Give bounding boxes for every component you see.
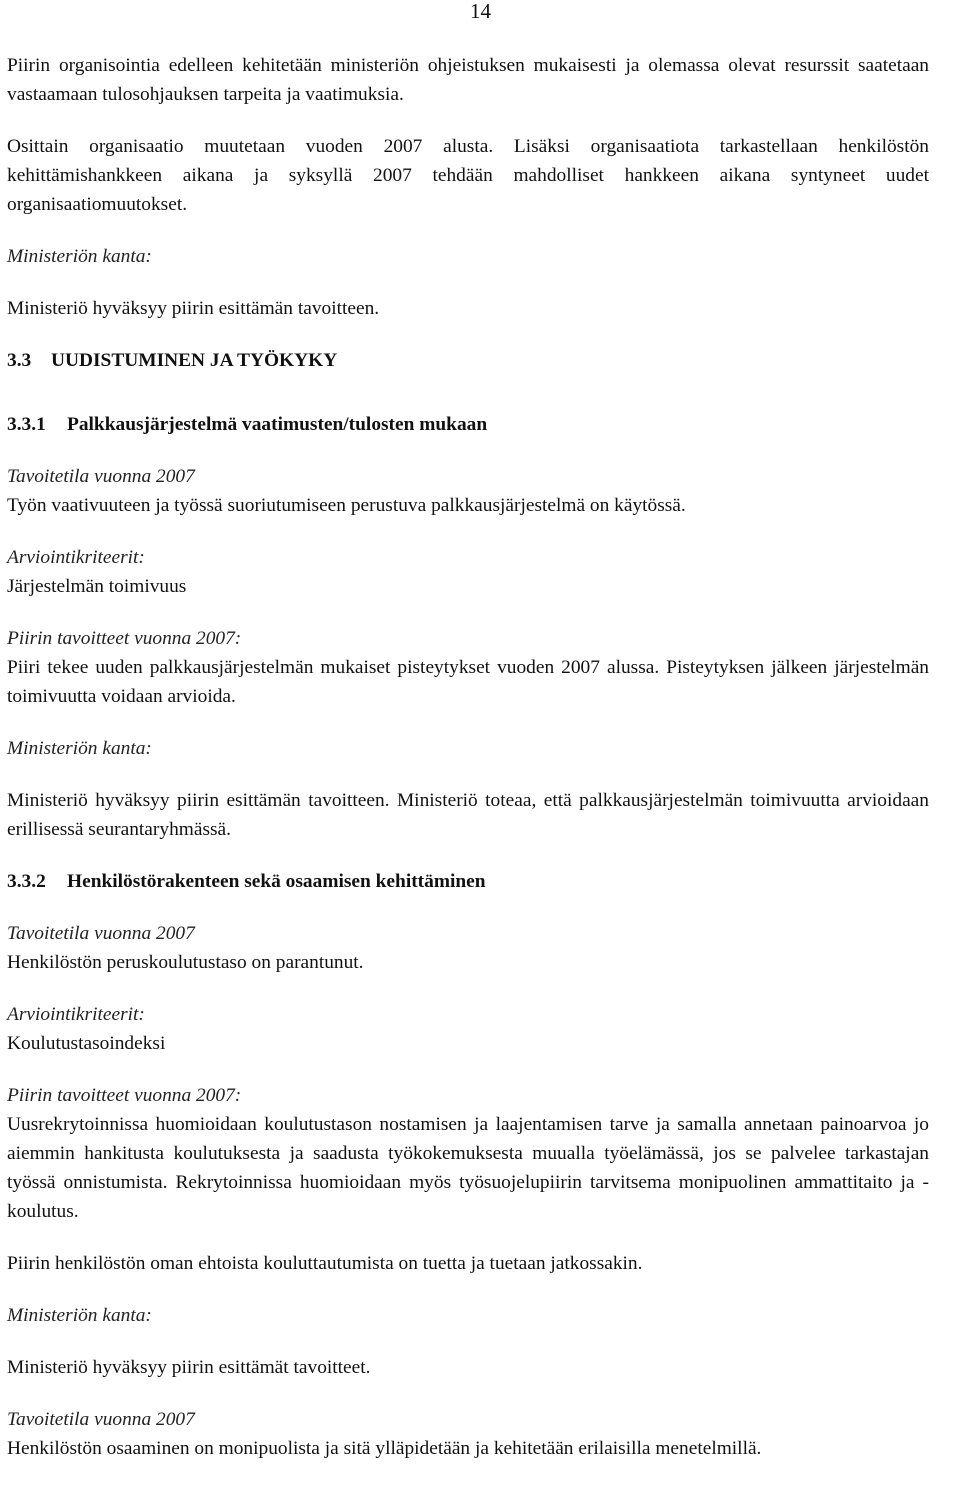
- target-label: Tavoitetila vuonna 2007: [7, 1409, 195, 1430]
- page-number: 14: [470, 0, 491, 23]
- ministry-position-label: Ministeriön kanta:: [7, 1305, 152, 1326]
- subsection-heading-3-3-1: [7, 410, 929, 439]
- goals-text-continued: Piirin henkilöstön oman ehtoista kouluttautumista on tuetta ja tuetaan jatkossakin.: [7, 1253, 643, 1274]
- goals-label: Piirin tavoitteet vuonna 2007:: [7, 1085, 242, 1106]
- subsection-number: 3.3.1: [7, 414, 46, 435]
- ministry-position-label: Ministeriön kanta:: [7, 246, 152, 267]
- criteria-text: Koulutustasoindeksi: [7, 1033, 166, 1054]
- ministry-position-label: Ministeriön kanta:: [7, 738, 152, 759]
- ministry-position-text: Ministeriö hyväksyy piirin esittämän tavoitteen.: [7, 298, 380, 319]
- goals-text: Uusrekrytoinnissa huomioidaan koulutustason nostamisen ja laajentamisen tarve ja samalla annetaan painoarvoa jo aiemmin hankitusta koulutuksesta ja saadusta työkokemuksesta muualla työelämässä, jos se palvelee tarkastajan työssä onnistumista. Rekrytoinnissa huomioidaan myös työsuojelupiirin tarvitsema monipuolinen ammattitaito ja -koulutus.: [7, 1114, 929, 1222]
- criteria-text: Järjestelmän toimivuus: [7, 576, 187, 597]
- target-text: Työn vaativuuteen ja työssä suoriutumiseen perustuva palkkausjärjestelmä on käytössä.: [7, 495, 686, 516]
- subsection-heading-3-3-2: [7, 867, 929, 896]
- goals-label: Piirin tavoitteet vuonna 2007:: [7, 628, 242, 649]
- target-label: Tavoitetila vuonna 2007: [7, 466, 195, 487]
- section-number: 3.3: [7, 350, 32, 371]
- section-heading-3-3: [7, 346, 929, 375]
- target-label: Tavoitetila vuonna 2007: [7, 923, 195, 944]
- paragraph-organisation: Piirin organisointia edelleen kehitetään ministeriön ohjeistuksen mukaisesti ja olemassa olevat resurssit saatetaan vastaamaan tulosohjauksen tarpeita ja vaatimuksia.: [7, 55, 929, 105]
- paragraph-organisation-change: Osittain organisaatio muutetaan vuoden 2007 alusta. Lisäksi organisaatiota tarkastellaan henkilöstön kehittämishankkeen aikana ja syksyllä 2007 tehdään mahdolliset hankkeen aikana syntyneet uudet organisaatiomuutokset.: [7, 136, 929, 215]
- ministry-position-text: Ministeriö hyväksyy piirin esittämän tavoitteen. Ministeriö toteaa, että palkkausjärjestelmän toimivuutta arvioidaan erillisessä seurantaryhmässä.: [7, 790, 929, 840]
- criteria-label: Arviointikriteerit:: [7, 1004, 145, 1025]
- target-text: Henkilöstön osaaminen on monipuolista ja sitä ylläpidetään ja kehitetään erilaisilla menetelmillä.: [7, 1438, 762, 1459]
- document-body: [7, 51, 929, 1463]
- subsection-number: 3.3.2: [7, 871, 46, 892]
- ministry-position-text: Ministeriö hyväksyy piirin esittämät tavoitteet.: [7, 1357, 371, 1378]
- goals-text: Piiri tekee uuden palkkausjärjestelmän mukaiset pisteytykset vuoden 2007 alussa. Pisteytyksen jälkeen järjestelmän toimivuutta voidaan arvioida.: [7, 657, 929, 707]
- subsection-title: Henkilöstörakenteen sekä osaamisen kehittäminen: [67, 871, 486, 892]
- section-title: UUDISTUMINEN JA TYÖKYKY: [51, 350, 338, 371]
- criteria-label: Arviointikriteerit:: [7, 547, 145, 568]
- target-text: Henkilöstön peruskoulutustaso on parantunut.: [7, 952, 364, 973]
- subsection-title: Palkkausjärjestelmä vaatimusten/tulosten mukaan: [67, 414, 488, 435]
